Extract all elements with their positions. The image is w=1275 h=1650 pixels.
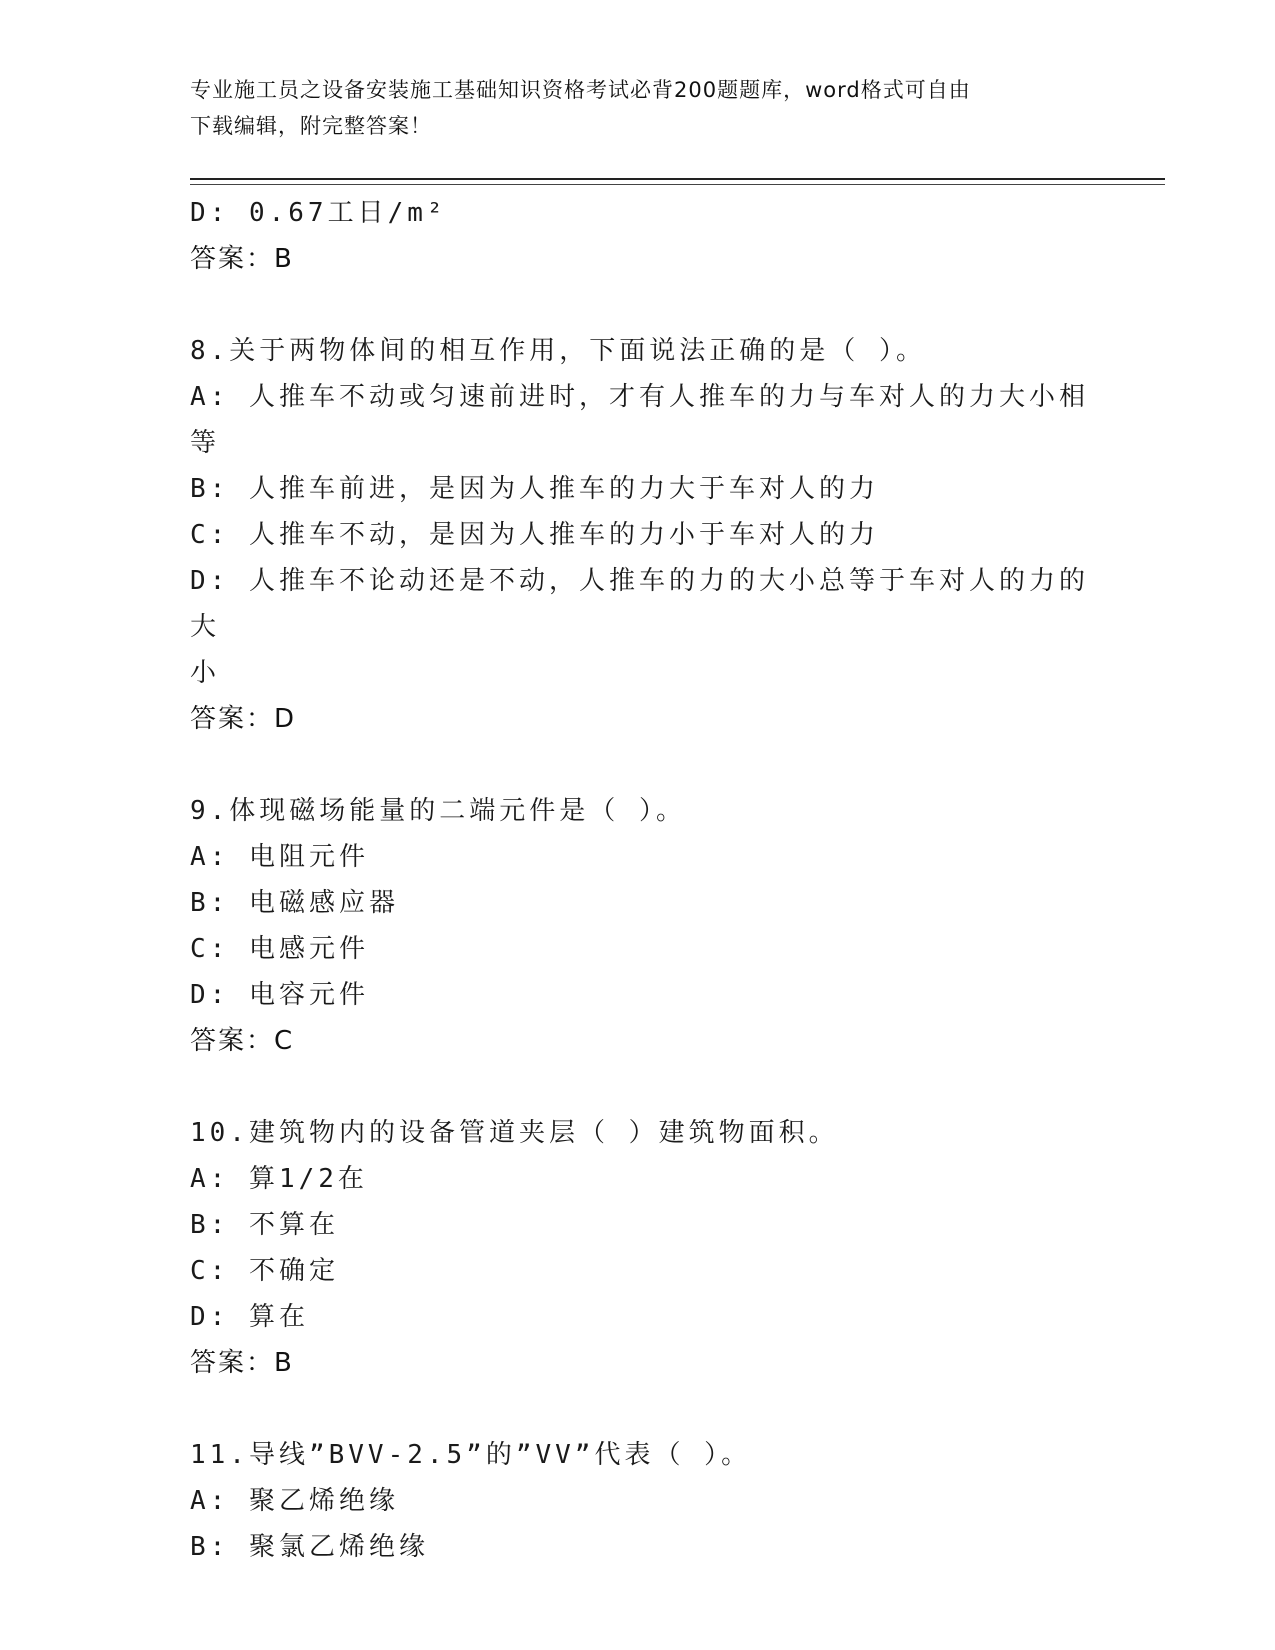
option-d: D: 电容元件 [190,980,369,1010]
option-b: B: 聚氯乙烯绝缘 [190,1532,429,1562]
question-10 [190,1110,1090,1386]
option-b: B: 不算在 [190,1210,339,1240]
header-divider-thick [190,178,1165,180]
header-title-line-1: 专业施工员之设备安装施工基础知识资格考试必背200题题库，word格式可自由 [190,78,971,102]
answer-line: 答案：D [190,704,297,734]
option-a: A: 聚乙烯绝缘 [190,1486,399,1516]
question-list [190,190,1090,1570]
question-spacer [190,1064,1090,1110]
option-c: C: 人推车不动，是因为人推车的力小于车对人的力 [190,520,879,550]
option-b: B: 电磁感应器 [190,888,399,918]
option-c: C: 电感元件 [190,934,369,964]
option-a: A: 电阻元件 [190,842,369,872]
question-stem: 8.关于两物体间的相互作用，下面说法正确的是（ ）。 [190,336,926,366]
answer-line: 答案：B [190,244,294,274]
option-c: C: 不确定 [190,1256,339,1286]
question-11 [190,1432,1090,1570]
option-d: D: 0.67工日/m² [190,198,447,228]
header-divider-thin [190,184,1165,185]
question-stem: 9.体现磁场能量的二端元件是（ ）。 [190,796,686,826]
option-b: B: 人推车前进，是因为人推车的力大于车对人的力 [190,474,879,504]
option-a: A: 人推车不动或匀速前进时，才有人推车的力与车对人的力大小相等 [190,382,1089,458]
question-stem: 10.建筑物内的设备管道夹层（ ）建筑物面积。 [190,1118,839,1148]
option-d-continuation: 小 [190,658,221,688]
previous-question-tail [190,190,1090,282]
document-header [190,72,1080,144]
option-d: D: 人推车不论动还是不动，人推车的力的大小总等于车对人的力的大 [190,566,1089,642]
answer-line: 答案：C [190,1026,295,1056]
question-8 [190,328,1090,742]
header-title-line-2: 下载编辑，附完整答案！ [190,114,432,138]
answer-line: 答案：B [190,1348,294,1378]
question-spacer [190,1386,1090,1432]
option-a: A: 算1/2在 [190,1164,368,1194]
question-9 [190,788,1090,1064]
option-d: D: 算在 [190,1302,309,1332]
question-stem: 11.导线”BVV-2.5”的”VV”代表（ ）。 [190,1440,752,1470]
question-spacer [190,742,1090,788]
question-spacer [190,282,1090,328]
